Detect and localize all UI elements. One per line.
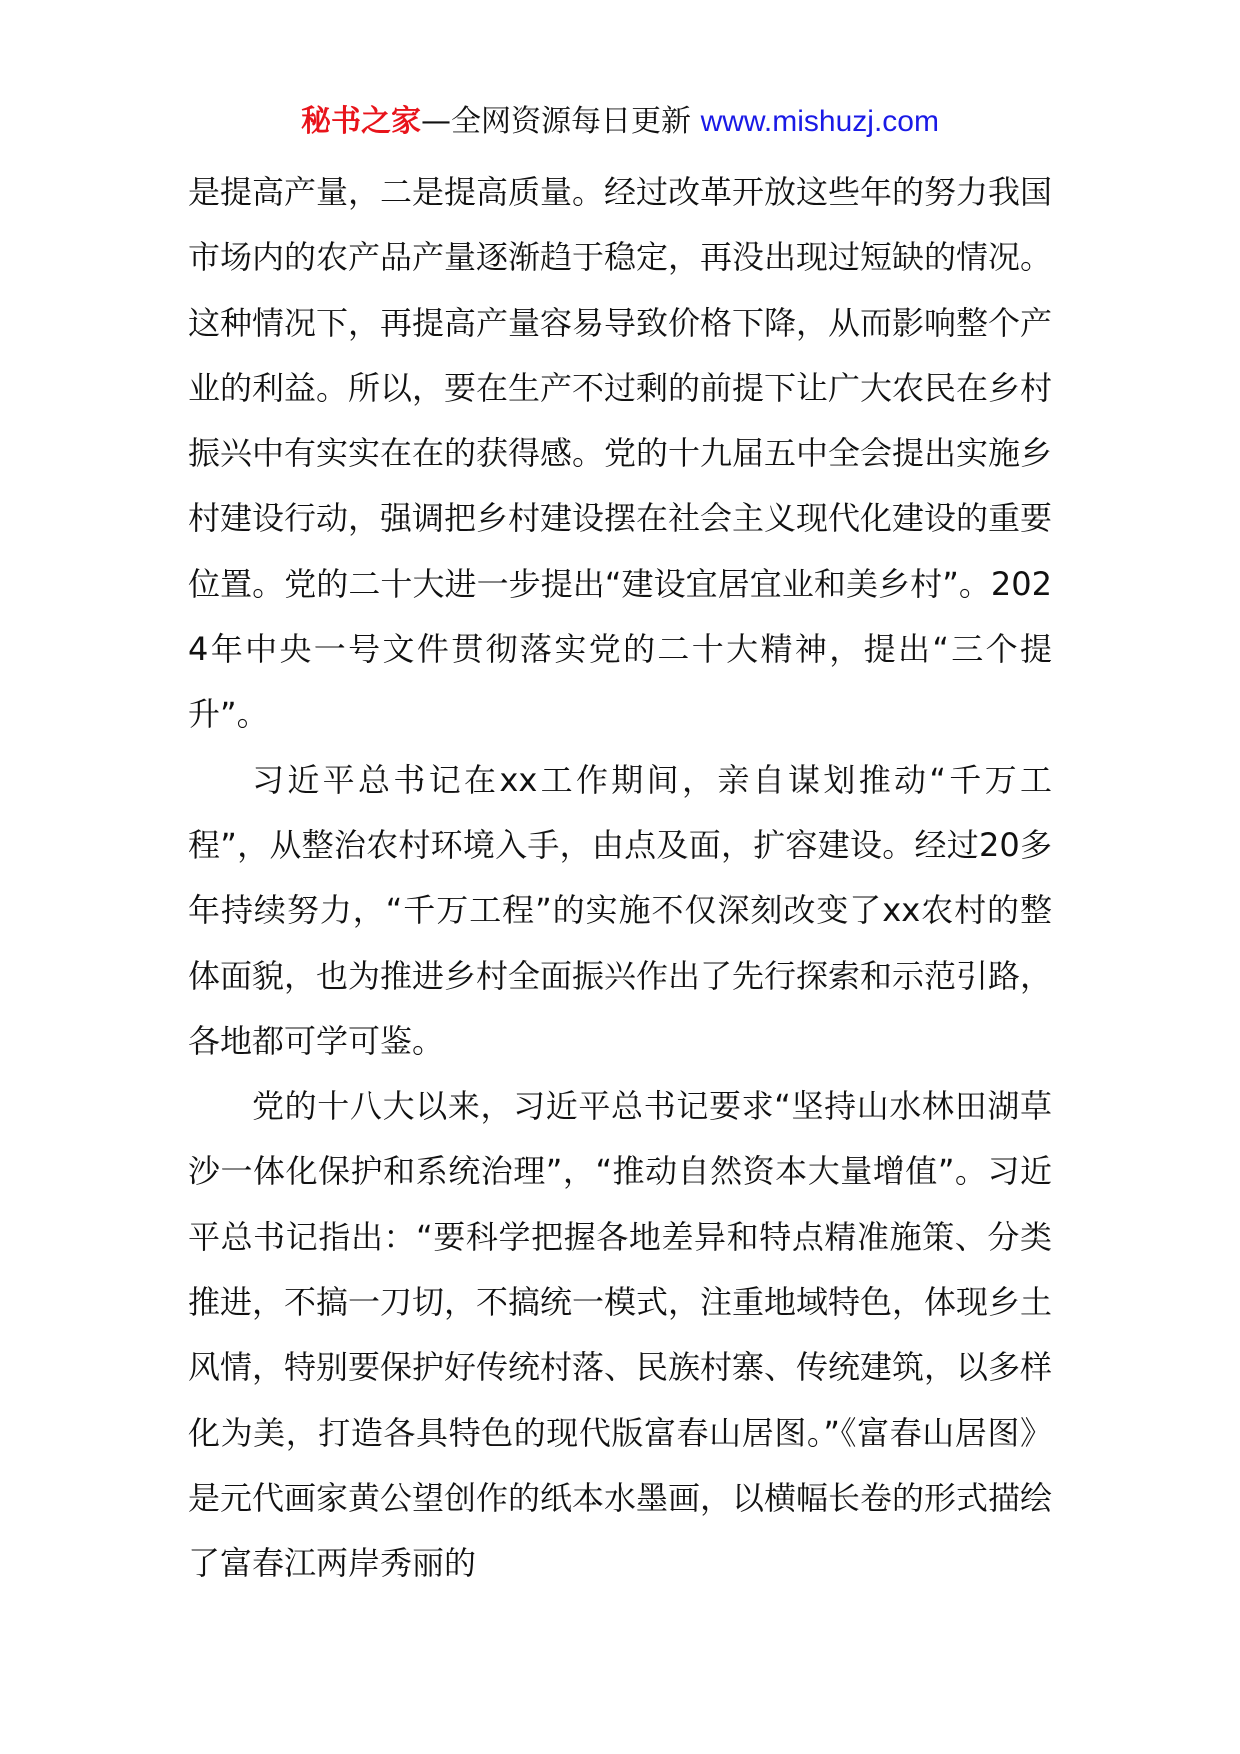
paragraph-2: 习近平总书记在xx工作期间，亲自谋划推动“千万工程”，从整治农村环境入手，由点及面，扩容建设。经过20多年持续努力，“千万工程”的实施不仅深刻改变了xx农村的整体面貌，也为推进乡村全面振兴作出了先行探索和示范引路，各地都可学可鉴。 [188,760,1053,1060]
site-brand: 秘书之家 [301,104,422,139]
site-header [0,100,1240,144]
paragraph-3: 党的十八大以来，习近平总书记要求“坚持山水林田湖草沙一体化保护和系统治理”，“推动自然资本大量增值”。习近平总书记指出：“要科学把握各地差异和特点精准施策、分类推进，不搞一刀切，不搞统一模式，注重地域特色，体现乡土风情，特别要保护好传统村落、民族村寨、传统建筑，以多样化为美，打造各具特色的现代版富春山居图。”《富春山居图》是元代画家黄公望创作的纸本水墨画，以横幅长卷的形式描绘了富春江两岸秀丽的 [188,1087,1053,1583]
site-url-link[interactable]: www.mishuzj.com [700,105,939,138]
document-body [188,160,1052,1597]
paragraph-1: 是提高产量，二是提高质量。经过改革开放这些年的努力我国市场内的农产品产量逐渐趋于稳定，再没出现过短缺的情况。这种情况下，再提高产量容易导致价格下降，从而影响整个产业的利益。所以，要在生产不过剩的前提下让广大农民在乡村振兴中有实实在在的获得感。党的十九届五中全会提出实施乡村建设行动，强调把乡村建设摆在社会主义现代化建设的重要位置。党的二十大进一步提出“建设宜居宜业和美乡村”。2024年中央一号文件贯彻落实党的二十大精神，提出“三个提升”。 [188,173,1053,734]
site-tagline: —全网资源每日更新 [421,104,701,139]
